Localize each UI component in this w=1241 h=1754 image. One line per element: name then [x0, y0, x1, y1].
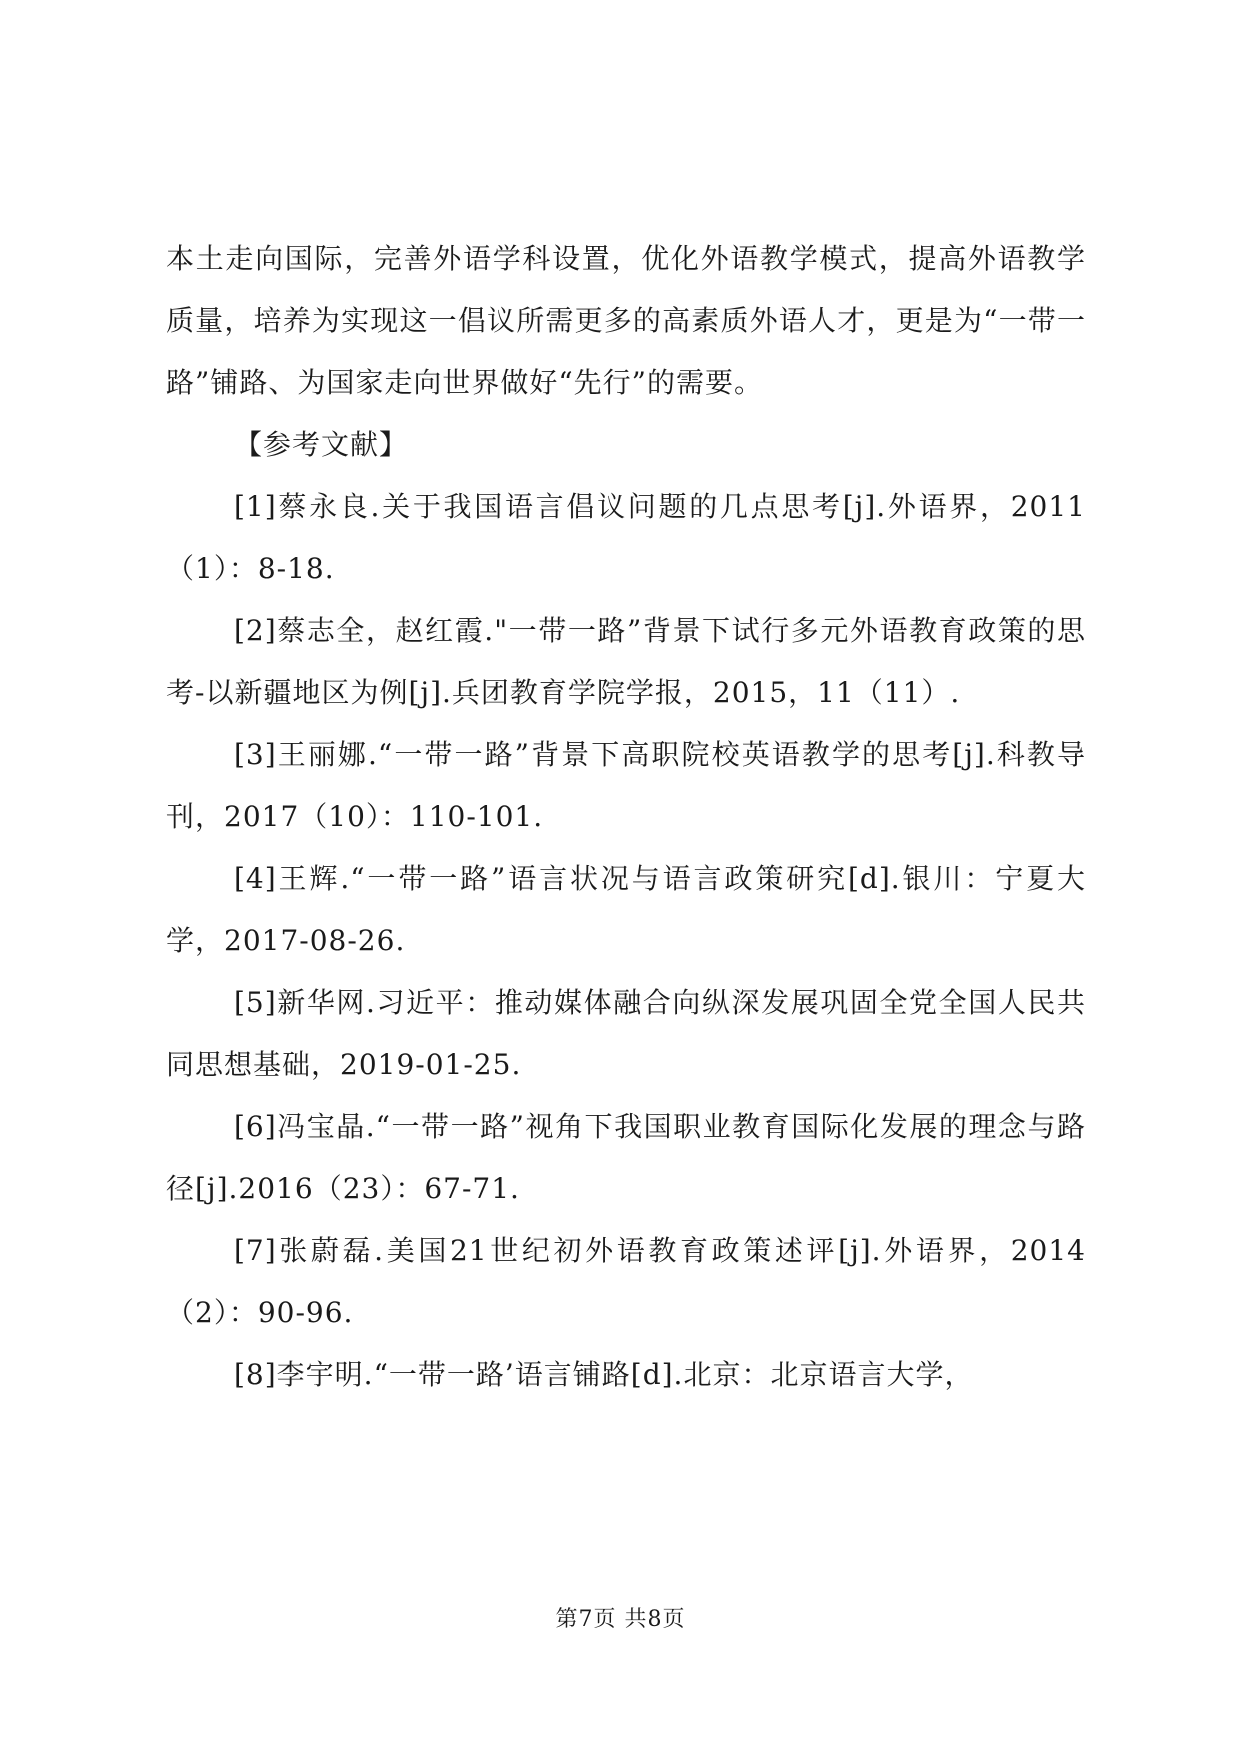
body-text [166, 228, 1086, 1406]
reference-item: [5]新华网.习近平：推动媒体融合向纵深发展巩固全党全国人民共同思想基础，2019-01-25. [166, 986, 1086, 1081]
page-footer [0, 1602, 1241, 1633]
reference-item: [6]冯宝晶.“一带一路”视角下我国职业教育国际化发展的理念与路径[j].2016（23）：67-71. [166, 1110, 1086, 1205]
conclusion-paragraph: 本土走向国际，完善外语学科设置，优化外语教学模式，提高外语教学质量，培养为实现这一倡议所需更多的高素质外语人才，更是为“一带一路”铺路、为国家走向世界做好“先行”的需要。 [166, 242, 1086, 399]
reference-item: [8]李宇明.“一带一路’语言铺路[d].北京：北京语言大学， [234, 1358, 974, 1391]
reference-item: [3]王丽娜.“一带一路”背景下高职院校英语教学的思考[j].科教导刊，2017（10）：110-101. [166, 738, 1086, 833]
reference-item: [7]张蔚磊.美国21世纪初外语教育政策述评[j].外语界，2014（2）：90-96. [166, 1234, 1086, 1329]
reference-item: [2]蔡志全，赵红霞."一带一路”背景下试行多元外语教育政策的思考-以新疆地区为例[j].兵团教育学院学报，2015，11（11）. [166, 614, 1086, 709]
references-heading: 【参考文献】 [234, 428, 409, 461]
reference-item: [1]蔡永良.关于我国语言倡议问题的几点思考[j].外语界，2011（1）：8-18. [166, 490, 1086, 585]
page-number: 第7页 共8页 [555, 1607, 686, 1632]
reference-item: [4]王辉.“一带一路”语言状况与语言政策研究[d].银川：宁夏大学，2017-08-26. [166, 862, 1086, 957]
